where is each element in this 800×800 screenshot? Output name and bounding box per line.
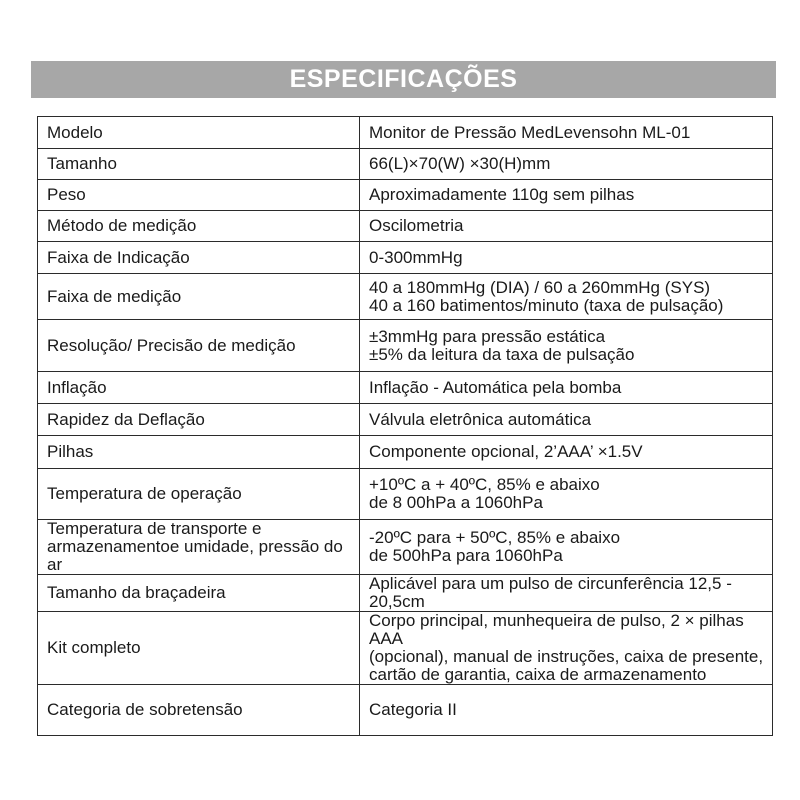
spec-label: Inflação [38,372,360,404]
table-row [38,149,773,180]
spec-value: Categoria II [360,685,773,736]
spec-label: Método de medição [38,211,360,242]
table-row [38,436,773,469]
spec-table [37,116,773,736]
spec-value: Aplicável para um pulso de circunferência 12,5 - 20,5cm [360,575,773,612]
table-row [38,320,773,372]
table-row [38,469,773,520]
spec-value: 40 a 180mmHg (DIA) / 60 a 260mmHg (SYS) 40 a 160 batimentos/minuto (taxa de pulsação) [360,274,773,320]
spec-label: Faixa de medição [38,274,360,320]
table-row [38,685,773,736]
spec-value: Componente opcional, 2’AAA’ ×1.5V [360,436,773,469]
table-row [38,180,773,211]
spec-label: Tamanho da braçadeira [38,575,360,612]
header-bar [31,61,776,98]
spec-value: 0-300mmHg [360,242,773,274]
spec-label: Temperatura de transporte e armazenamentoe umidade, pressão do ar [38,520,360,575]
page-title: ESPECIFICAÇÕES [289,65,518,93]
spec-value: Válvula eletrônica automática [360,404,773,436]
table-row [38,404,773,436]
spec-label: Rapidez da Deflação [38,404,360,436]
spec-value: -20ºC para + 50ºC, 85% e abaixo de 500hPa para 1060hPa [360,520,773,575]
table-row [38,575,773,612]
table-row [38,612,773,685]
spec-value: +10ºC a + 40ºC, 85% e abaixo de 8 00hPa a 1060hPa [360,469,773,520]
table-row [38,211,773,242]
spec-label: Temperatura de operação [38,469,360,520]
table-row [38,520,773,575]
spec-label: Tamanho [38,149,360,180]
table-row [38,117,773,149]
spec-label: Peso [38,180,360,211]
table-row [38,372,773,404]
spec-value: Inflação - Automática pela bomba [360,372,773,404]
table-row [38,242,773,274]
spec-label: Pilhas [38,436,360,469]
spec-value: Monitor de Pressão MedLevensohn ML-01 [360,117,773,149]
spec-value: Oscilometria [360,211,773,242]
spec-value: Corpo principal, munhequeira de pulso, 2 × pilhas AAA (opcional), manual de instruções, caixa de presente, cartão de garantia, caixa de armazenamento [360,612,773,685]
spec-label: Modelo [38,117,360,149]
spec-value: Aproximadamente 110g sem pilhas [360,180,773,211]
spec-value: ±3mmHg para pressão estática ±5% da leitura da taxa de pulsação [360,320,773,372]
spec-label: Resolução/ Precisão de medição [38,320,360,372]
spec-label: Categoria de sobretensão [38,685,360,736]
spec-value: 66(L)×70(W) ×30(H)mm [360,149,773,180]
spec-label: Kit completo [38,612,360,685]
spec-label: Faixa de Indicação [38,242,360,274]
table-row [38,274,773,320]
